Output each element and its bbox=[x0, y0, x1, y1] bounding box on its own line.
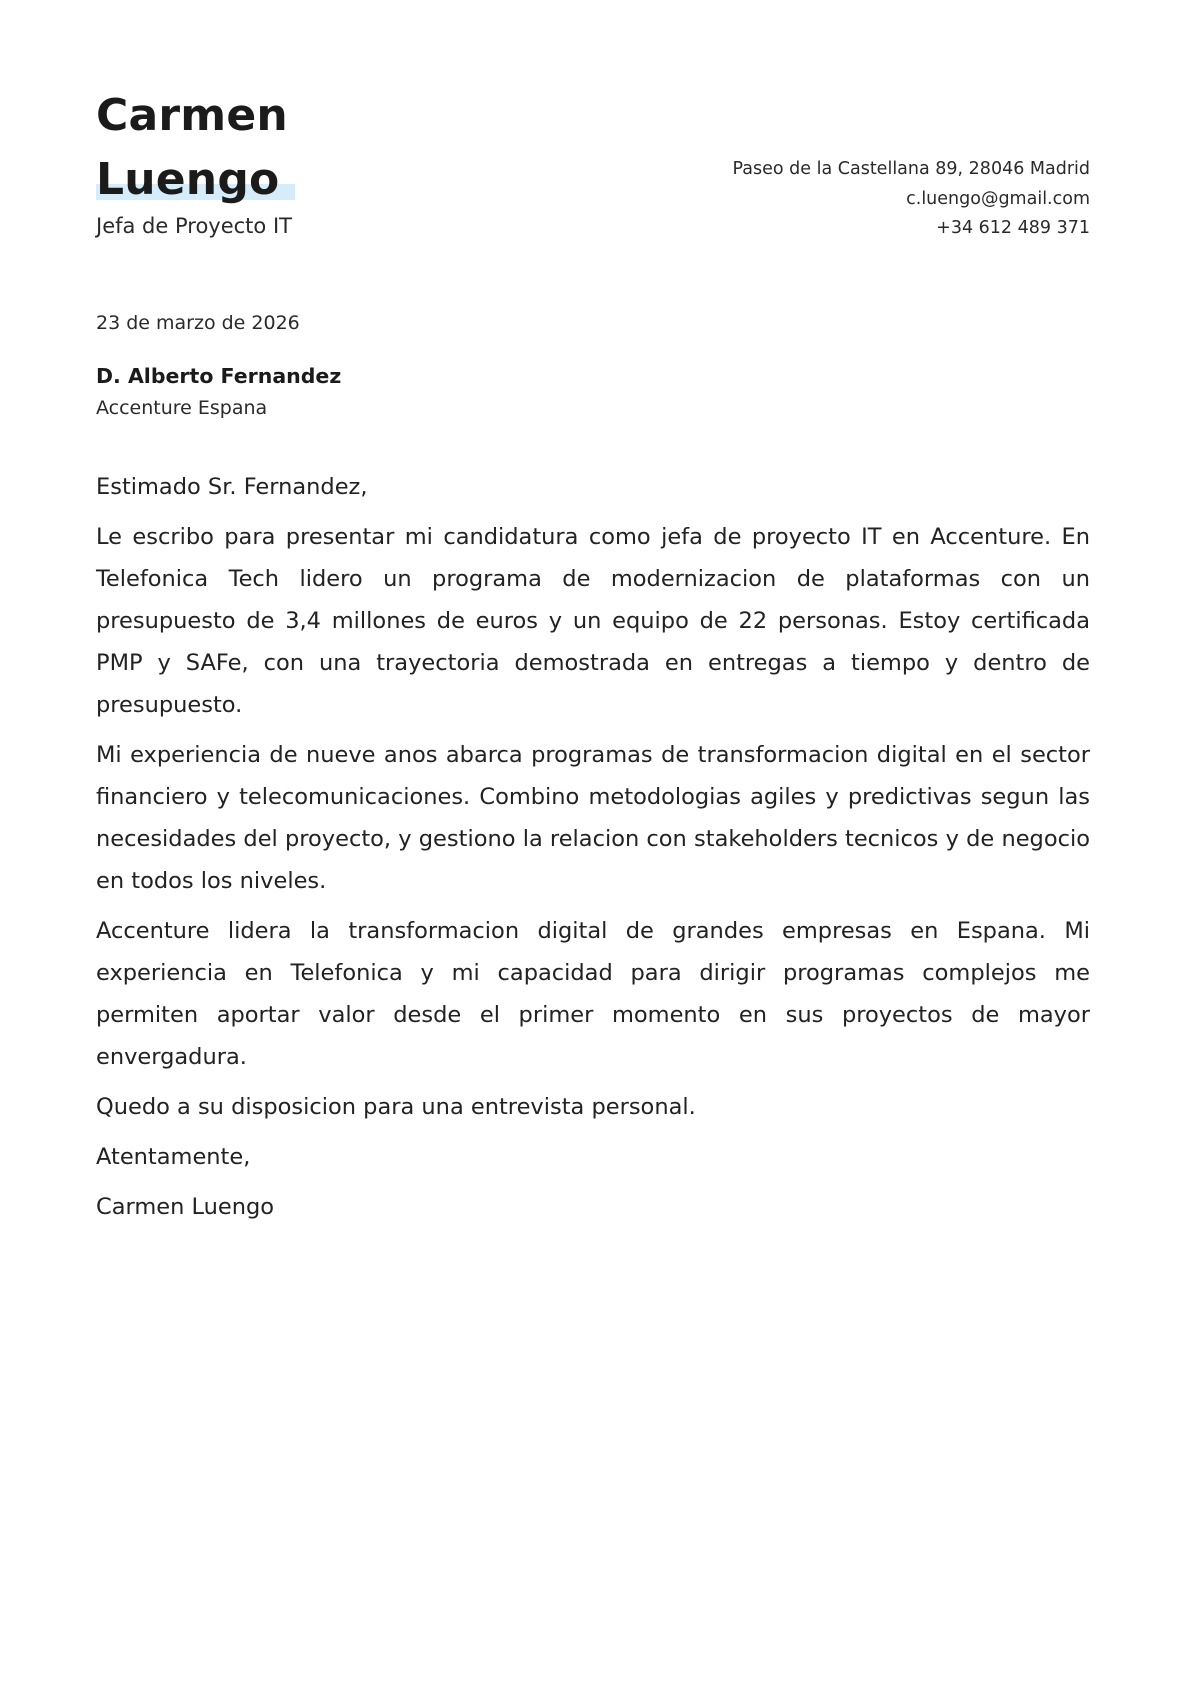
letter-body bbox=[96, 466, 1090, 1236]
signature: Carmen Luengo bbox=[96, 1194, 275, 1220]
letter-header bbox=[96, 84, 1090, 244]
paragraph-1: Le escribo para presentar mi candidatura como jefa de proyecto IT en Accenture. En Telefonica Tech lidero un programa de modernizacion de plataformas con un presupuesto de 3,4 millones de euros y un equipo de 22 personas. Estoy certificada PMP y SAFe, con una trayectoria demostrada en entregas a tiempo y dentro de presupuesto. bbox=[96, 524, 1090, 718]
contact-address: Paseo de la Castellana 89, 28046 Madrid bbox=[732, 159, 1090, 179]
recipient-company: Accenture Espana bbox=[96, 397, 268, 419]
contact-email: c.luengo@gmail.com bbox=[906, 188, 1090, 209]
greeting: Estimado Sr. Fernandez, bbox=[96, 474, 368, 500]
recipient-block bbox=[96, 360, 341, 424]
name-block bbox=[96, 84, 292, 240]
closing: Atentamente, bbox=[96, 1144, 251, 1170]
job-title: Jefa de Proyecto IT bbox=[96, 214, 292, 238]
paragraph-3: Accenture lidera la transformacion digital de grandes empresas en Espana. Mi experiencia en Telefonica y mi capacidad para dirigir programas complejos me permiten aportar valor desde el primer momento en sus proyectos de mayor envergadura. bbox=[96, 918, 1090, 1070]
name-last-text: Luengo bbox=[96, 154, 280, 205]
name-first: Carmen bbox=[96, 90, 288, 141]
paragraph-4: Quedo a su disposicion para una entrevista personal. bbox=[96, 1094, 696, 1120]
recipient-name: D. Alberto Fernandez bbox=[96, 364, 342, 388]
letter-date: 23 de marzo de 2026 bbox=[96, 312, 300, 334]
paragraph-2: Mi experiencia de nueve anos abarca programas de transformacion digital en el sector financiero y telecomunicaciones. Combino metodologias agiles y predictivas segun las necesidades del proyecto, y gestiono la relacion con stakeholders tecnicos y de negocio en todos los niveles. bbox=[96, 742, 1090, 894]
contact-phone: +34 612 489 371 bbox=[936, 218, 1090, 238]
contact-block bbox=[733, 155, 1090, 244]
name-last bbox=[96, 148, 292, 212]
